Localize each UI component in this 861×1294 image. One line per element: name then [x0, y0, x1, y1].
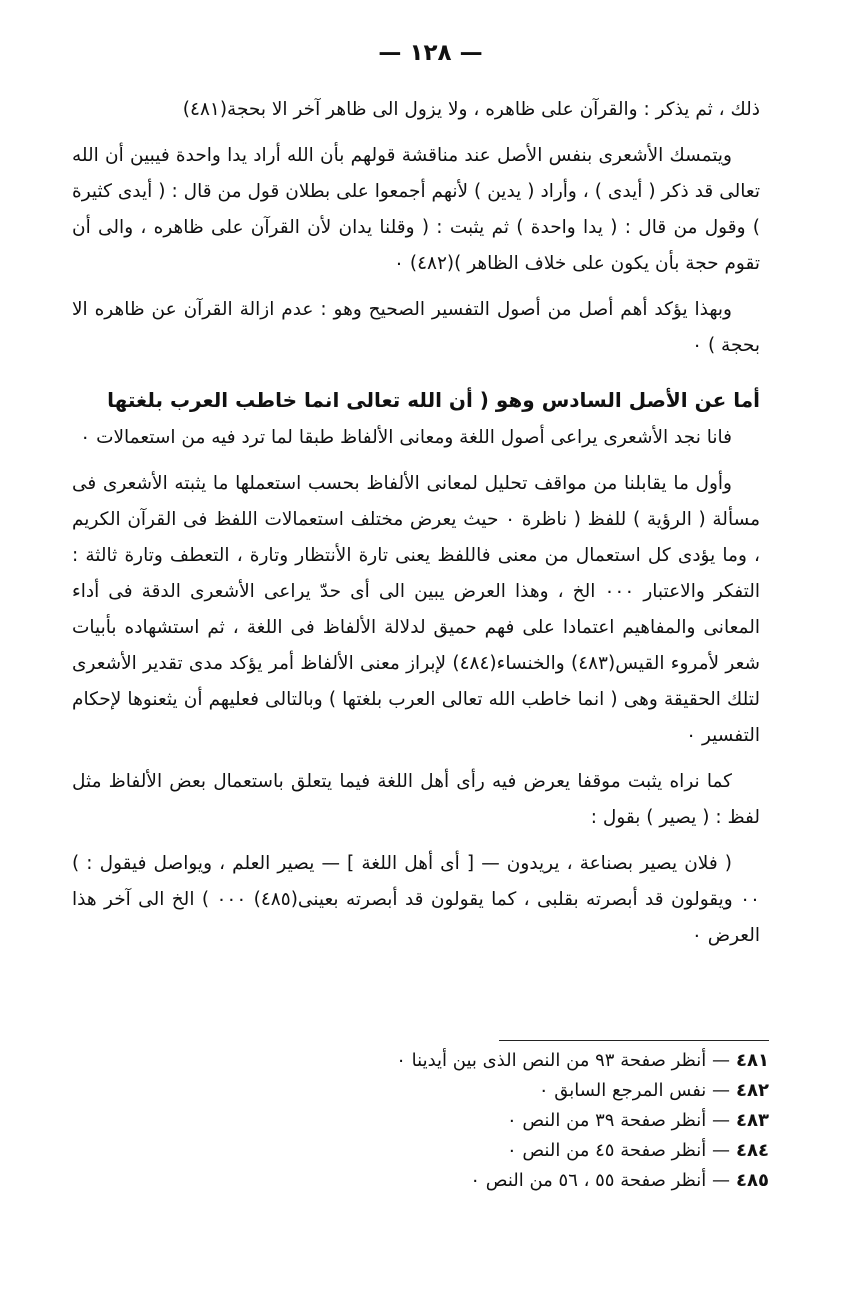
paragraph: فانا نجد الأشعرى يراعى أصول اللغة ومعانى الألفاظ طبقا لما ترد فيه من استعمالات ٠	[80, 427, 732, 448]
footnote	[249, 1136, 769, 1166]
footnote-number: ٤٨٣	[736, 1110, 769, 1131]
footnote-number: ٤٨٥	[736, 1170, 769, 1191]
paragraph: ويتمسك الأشعرى بنفس الأصل عند مناقشة قولهم بأن الله أراد يدا واحدة فيبين أن الله تعالى قد ذكر ( أيدى ) ، وأراد ( يدين ) لأنهم أجمعوا على بطلان قول من قال : ( أيدى كثيرة ) وقول من قال : ( يدا واحدة ) ثم يثبت : ( وقلنا يدان لأن القرآن على ظاهره ، والى أن تقوم حجة بأن يكون على خلاف الظاهر )(٤٨٢) ٠	[72, 145, 760, 274]
footnote-text: — أنظر صفحة ٣٩ من النص ٠	[506, 1110, 731, 1131]
paragraph: وأول ما يقابلنا من مواقف تحليل لمعانى الألفاظ بحسب استعملها ما يثبته الأشعرى فى مسألة ( الرؤية ) للفظ ( ناظرة ٠ حيث يعرض مختلف استعمالات اللفظ فى القرآن الكريم ، وما يؤدى كل استعمال من معنى فاللفظ يعنى تارة الأنتظار وتارة ، التعطف وتارة ثالثة : التفكر والاعتبار ٠٠٠ الخ ، وهذا العرض يبين الى أى حدّ يراعى الأشعرى الدقة فى أداء المعانى والمفاهيم اعتمادا على فهم حميق لدلالة الألفاظ فى اللغة ، ثم استشهاده بأبيات شعر لأمروء القيس(٤٨٣) والخنساء(٤٨٤) لإبراز معنى الألفاظ أمر يؤكد مدى تقدير الأشعرى لتلك الحقيقة وهى ( انما خاطب الله تعالى العرب بلغتها ) وبالتالى فعليهم أن يثعنوها لإحكام التفسير ٠	[72, 473, 760, 746]
paragraph: كما نراه يثبت موقفا يعرض فيه رأى أهل اللغة فيما يتعلق باستعمال بعض الألفاظ مثل لفظ : ( يصير ) بقول :	[72, 771, 760, 828]
footnote-number: ٤٨٤	[736, 1140, 769, 1161]
section-heading: أما عن الأصل السادس وهو ( أن الله تعالى انما خاطب العرب بلغتها	[107, 388, 760, 412]
footnote	[249, 1106, 769, 1136]
page-number: — ١٢٨ —	[378, 40, 483, 66]
footnote	[249, 1046, 769, 1076]
footnote-text: — أنظر صفحة ٤٥ من النص ٠	[506, 1140, 731, 1161]
footnote-text: — أنظر صفحة ٥٥ ، ٥٦ من النص ٠	[470, 1170, 731, 1191]
footnote-text: — أنظر صفحة ٩٣ من النص الذى بين أيدينا ٠	[396, 1050, 731, 1071]
footnote	[249, 1166, 769, 1196]
body-text	[72, 92, 760, 964]
footnote-text: — نفس المرجع السابق ٠	[538, 1080, 731, 1101]
footnote-divider	[499, 1040, 769, 1041]
paragraph: وبهذا يؤكد أهم أصل من أصول التفسير الصحيح وهو : عدم ازالة القرآن عن ظاهره الا بحجة ) ٠	[72, 299, 760, 356]
footnote-number: ٤٨٢	[736, 1080, 769, 1101]
footnote-number: ٤٨١	[736, 1050, 769, 1071]
paragraph-continuation: ذلك ، ثم يذكر : والقرآن على ظاهره ، ولا يزول الى ظاهر آخر الا بحجة(٤٨١)	[182, 99, 760, 120]
footnote	[249, 1076, 769, 1106]
paragraph: ( فلان يصير بصناعة ، يريدون — [ أى أهل اللغة ] — يصير العلم ، ويواصل فيقول : ) ٠٠ ويقولون قد أبصرته بقلبى ، كما يقولون قد أبصرته بعينى(٤٨٥) ٠٠٠ ) الخ الى آخر هذا العرض ٠	[72, 853, 760, 946]
footnotes-list	[249, 1046, 769, 1196]
